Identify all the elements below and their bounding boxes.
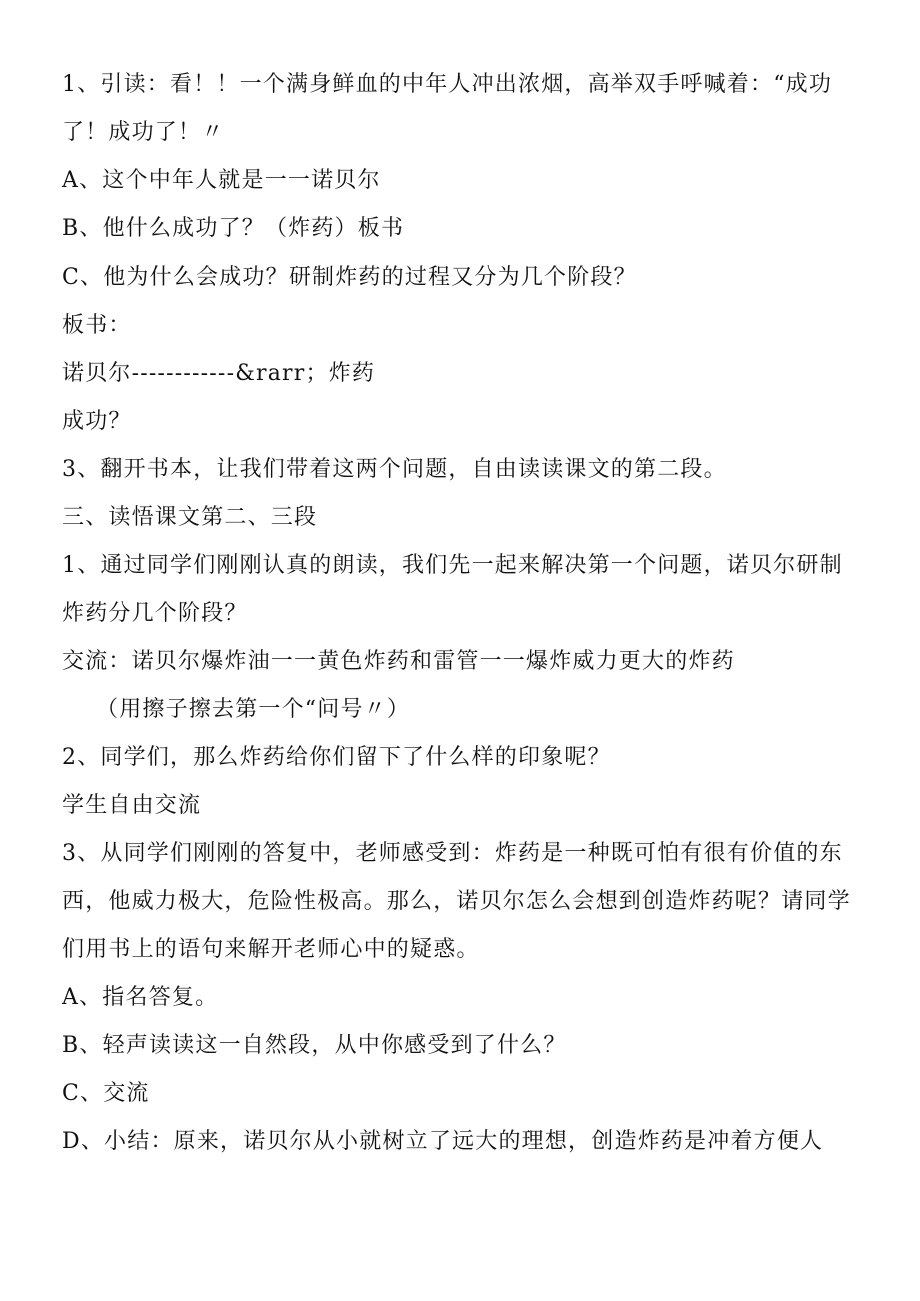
text-line-1: 1、引读：看！！一个满身鲜血的中年人冲出浓烟，高举双手呼喊着：“成功 (62, 72, 833, 97)
text-line-14: （用擦子擦去第一个“问号〃） (96, 697, 411, 722)
text-line-12: 炸药分几个阶段？ (62, 601, 248, 626)
text-line-7: 诺贝尔------------&rarr；炸药 (62, 361, 376, 386)
text-line-23: D、小结：原来，诺贝尔从小就树立了远大的理想，创造炸药是冲着方便人 (62, 1129, 824, 1154)
text-line-2: 了！成功了！〃 (62, 120, 225, 145)
text-line-17: 3、从同学们刚刚的答复中，老师感受到：炸药是一种既可怕有很有价值的东 (62, 841, 843, 866)
text-line-5: C、他为什么会成功？研制炸药的过程又分为几个阶段？ (62, 265, 637, 290)
text-line-21: B、轻声读读这一自然段，从中你感受到了什么？ (62, 1033, 567, 1058)
text-line-22: C、交流 (62, 1081, 150, 1106)
text-line-8: 成功？ (62, 409, 132, 434)
text-line-15: 2、同学们，那么炸药给你们留下了什么样的印象呢？ (62, 745, 611, 770)
text-line-20: A、指名答复。 (62, 985, 219, 1010)
text-line-10: 三、读悟课文第二、三段 (62, 505, 318, 530)
text-line-9: 3、翻开书本，让我们带着这两个问题，自由读读课文的第二段。 (62, 457, 727, 482)
text-line-16: 学生自由交流 (62, 793, 202, 818)
text-line-4: B、他什么成功了？（炸药）板书 (62, 216, 405, 241)
text-line-19: 们用书上的语句来解开老师心中的疑惑。 (62, 937, 480, 962)
text-line-13: 交流：诺贝尔爆炸油一一黄色炸药和雷管一一爆炸威力更大的炸药 (62, 649, 735, 674)
text-line-18: 西，他威力极大，危险性极高。那么，诺贝尔怎么会想到创造炸药呢？请同学 (62, 889, 851, 914)
text-line-6: 板书： (62, 313, 132, 338)
text-line-11: 1、通过同学们刚刚认真的朗读，我们先一起来解决第一个问题，诺贝尔研制 (62, 553, 843, 578)
text-line-3: A、这个中年人就是一一诺贝尔 (62, 168, 381, 193)
